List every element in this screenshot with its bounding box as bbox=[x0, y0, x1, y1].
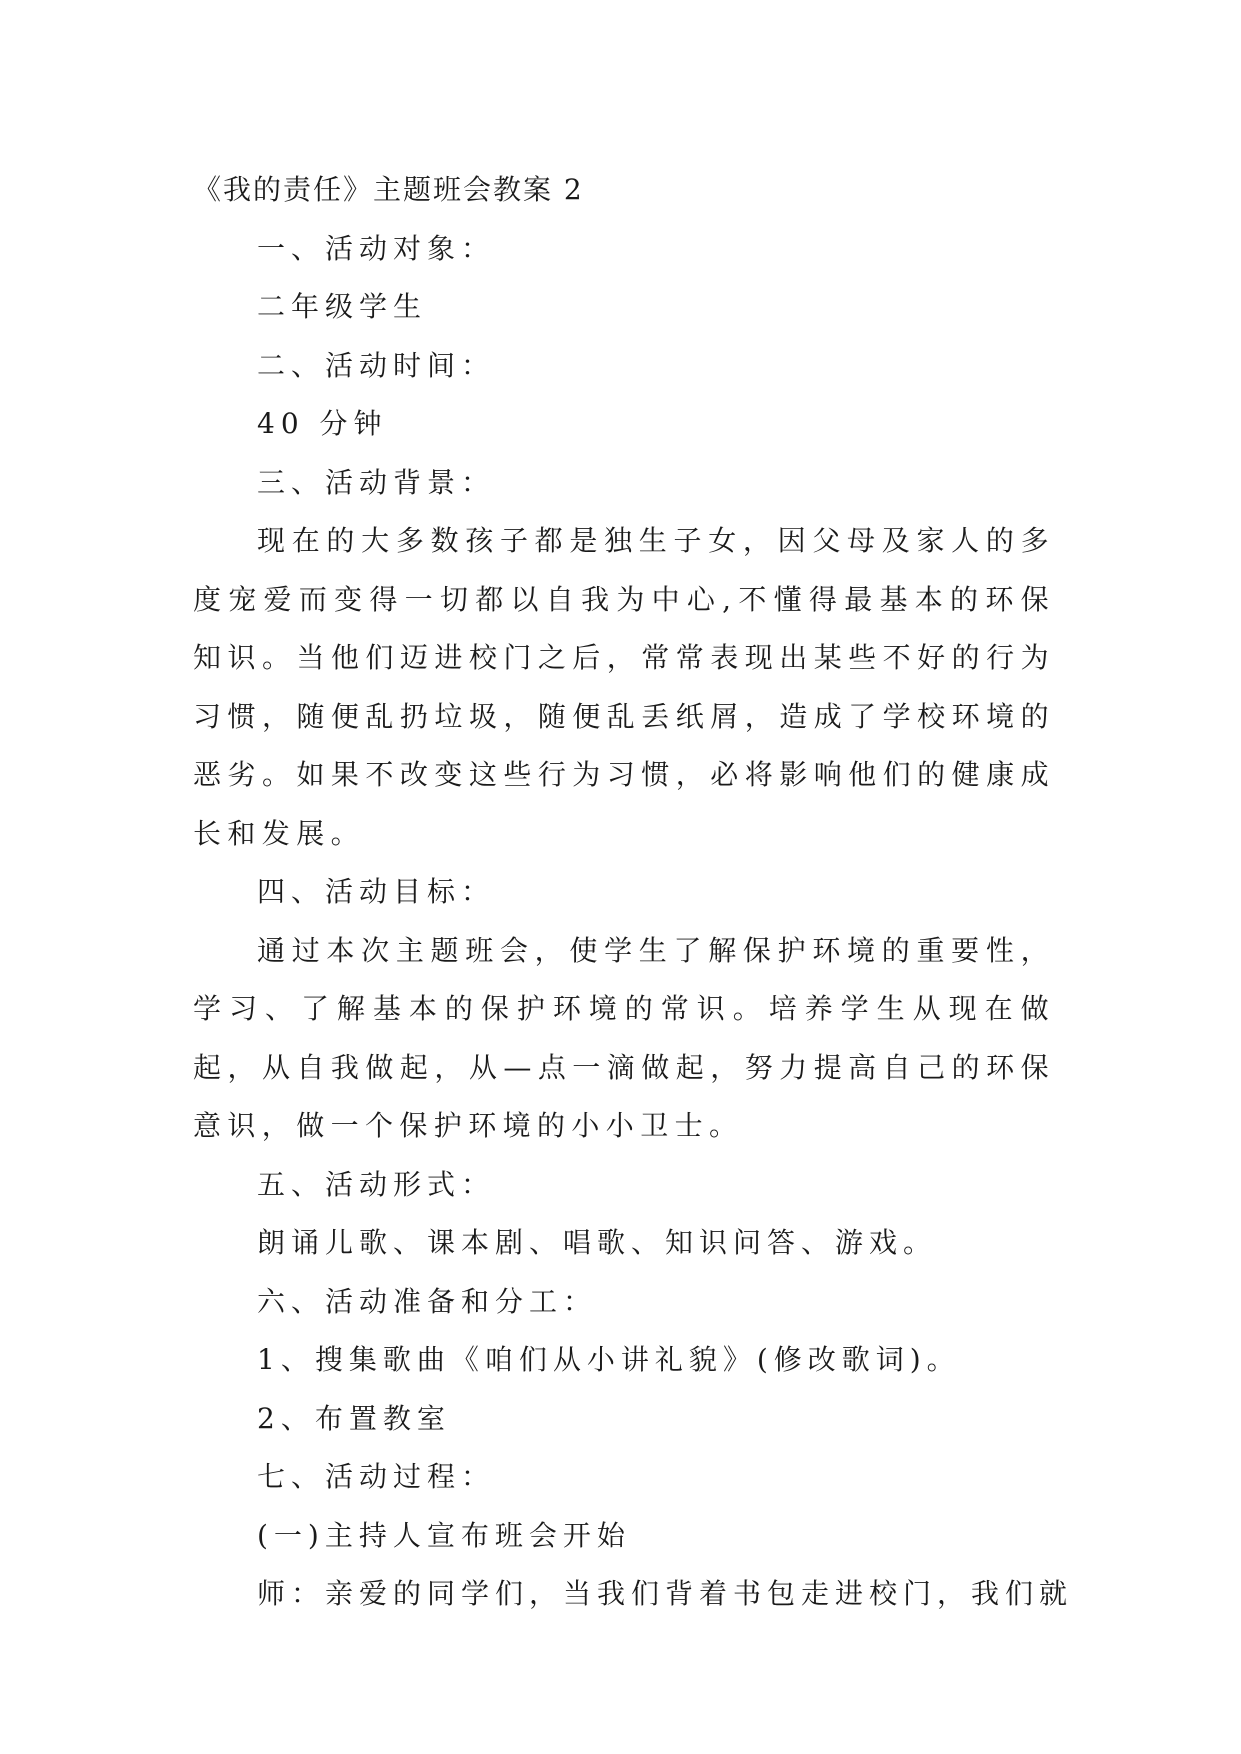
section2-body: 40 分钟 bbox=[257, 407, 388, 440]
section6-heading: 六、活动准备和分工： bbox=[257, 1284, 598, 1318]
section2-heading: 二、活动时间： bbox=[257, 348, 496, 382]
section3-body: 现在的大多数孩子都是独生子女，因父母及家人的多度宠爱而变得一切都以自我为中心,不懂得最基本的环保知识。当他们迈进校门之后，常常表现出某些不好的行为习惯，随便乱扔垃圾，随便乱丢纸屑，造成了学校环境的恶劣。如果不改变这些行为习惯，必将影响他们的健康成长和发展。 bbox=[193, 524, 1055, 850]
section3-heading: 三、活动背景： bbox=[257, 465, 496, 499]
section7-teacher-line: 师：亲爱的同学们，当我们背着书包走进校门，我们就 bbox=[257, 1577, 1074, 1610]
section5-body: 朗诵儿歌、课本剧、唱歌、知识问答、游戏。 bbox=[257, 1226, 938, 1259]
document-title: 《我的责任》主题班会教案 2 bbox=[193, 173, 584, 206]
section6-item-1: 1、搜集歌曲《咱们从小讲礼貌》(修改歌词)。 bbox=[257, 1343, 961, 1376]
document-body bbox=[193, 161, 1074, 1624]
section1-body: 二年级学生 bbox=[257, 290, 428, 323]
section4-body: 通过本次主题班会，使学生了解保护环境的重要性，学习、了解基本的保护环境的常识。培养学生从现在做起，从自我做起，从—点一滴做起，努力提高自己的环保意识，做一个保护环境的小小卫士。 bbox=[193, 933, 1055, 1142]
section7-heading: 七、活动过程： bbox=[257, 1460, 496, 1493]
section1-heading: 一、活动对象： bbox=[257, 231, 496, 265]
section7-step-1: (一)主持人宣布班会开始 bbox=[257, 1518, 631, 1552]
section4-heading: 四、活动目标： bbox=[257, 875, 496, 908]
section5-heading: 五、活动形式： bbox=[257, 1167, 496, 1201]
section6-item-2: 2、布置教室 bbox=[257, 1401, 451, 1435]
